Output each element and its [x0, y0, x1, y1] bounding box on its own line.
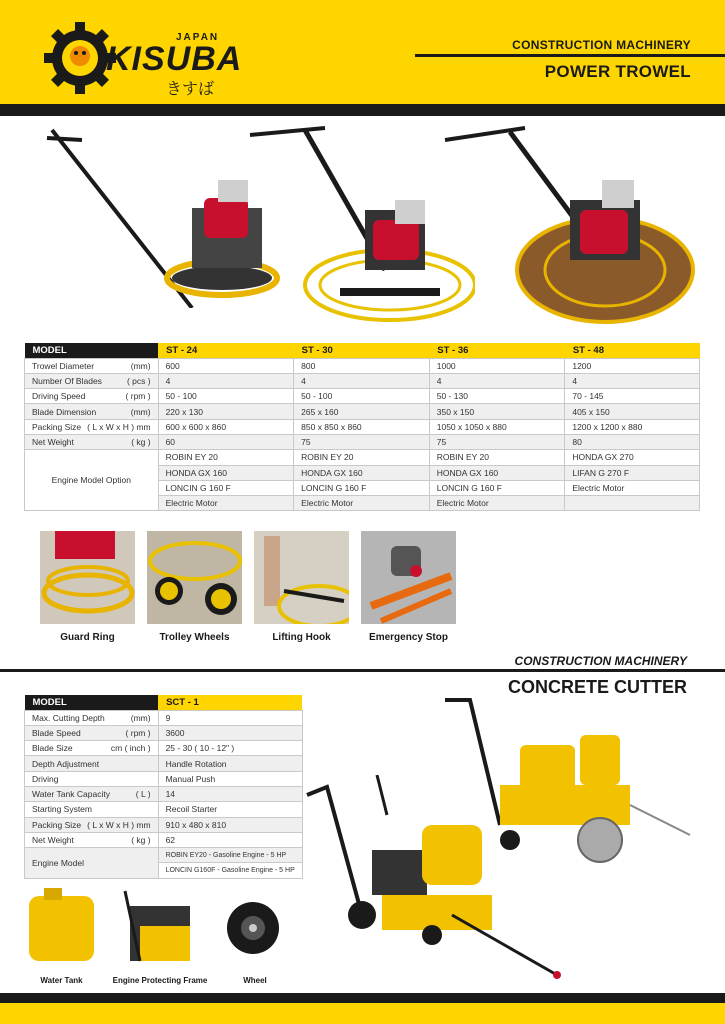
- table-row: [25, 817, 303, 832]
- spec-value-cell: 600 x 600 x 860: [158, 419, 294, 434]
- spec-unit: ( L x W x H ) mm: [87, 819, 151, 830]
- water-tank-photo: [24, 886, 99, 966]
- power-trowel-image-st36-48: [440, 120, 702, 325]
- spec-unit: (mm): [130, 712, 151, 723]
- engine-model-label: Engine Model: [25, 848, 159, 879]
- table-row: [25, 832, 303, 847]
- spec-unit: (mm): [130, 360, 151, 371]
- engine-option-cell: LIFAN G 270 F: [565, 465, 700, 480]
- spec-label-cell: [25, 710, 159, 725]
- spec-value-cell: 220 x 130: [158, 404, 294, 419]
- spec-label-cell: [25, 756, 159, 771]
- spec-label: [32, 422, 151, 432]
- spec-value-cell: 850 x 850 x 860: [294, 419, 430, 434]
- model-header: MODEL: [25, 695, 159, 710]
- brand-name: KISUBA: [106, 40, 243, 78]
- table-row: [25, 373, 700, 388]
- spec-unit: ( L ): [135, 789, 151, 800]
- spec-label-cell: [25, 741, 159, 756]
- section2-title: CONCRETE CUTTER: [508, 677, 687, 697]
- spec-label-cell: [25, 817, 159, 832]
- engine-option-cell: Electric Motor: [294, 496, 430, 511]
- model-header: MODEL: [25, 343, 159, 358]
- table-row: [25, 419, 700, 434]
- spec-value-cell: 50 - 100: [294, 389, 430, 404]
- spec-label: [32, 820, 151, 830]
- spec-label: [32, 713, 151, 723]
- section2-category: CONSTRUCTION MACHINERY: [514, 654, 687, 668]
- table-row: [25, 771, 303, 786]
- spec-label-cell: [25, 786, 159, 801]
- feature-caption: Guard Ring: [60, 632, 115, 643]
- spec-unit: ( L x W x H ) mm: [87, 421, 151, 432]
- spec-name: Net Weight: [32, 437, 74, 448]
- spec-label: [32, 361, 151, 371]
- spec-value-cell: Handle Rotation: [158, 756, 302, 771]
- spec-label-cell: [25, 404, 159, 419]
- table-row: [25, 786, 303, 801]
- spec-label: [32, 804, 151, 814]
- spec-value-cell: 25 - 30 ( 10 - 12" ): [158, 741, 302, 756]
- spec-name: Blade Speed: [32, 727, 81, 738]
- model-st36-header: ST - 36: [429, 343, 565, 358]
- engine-option-cell: Electric Motor: [429, 496, 565, 511]
- header-title: POWER TROWEL: [544, 62, 691, 81]
- spec-label-cell: [25, 419, 159, 434]
- guard-ring-photo: [40, 531, 135, 624]
- engine-option-cell: LONCIN G 160 F: [294, 480, 430, 495]
- spec-label: [32, 759, 151, 769]
- spec-unit: [145, 804, 151, 814]
- engine-option-cell: HONDA GX 160: [429, 465, 565, 480]
- header-divider: [415, 54, 725, 57]
- engine-model-cell: ROBIN EY20 - Gasoline Engine - 5 HP: [158, 848, 302, 863]
- spec-label-cell: [25, 373, 159, 388]
- spec-name: Packing Size: [32, 819, 82, 830]
- table-row: [25, 848, 303, 863]
- spec-name: Driving: [32, 773, 59, 784]
- spec-name: Water Tank Capacity: [32, 789, 110, 800]
- spec-name: Trowel Diameter: [32, 360, 95, 371]
- spec-value-cell: 265 x 160: [294, 404, 430, 419]
- spec-value-cell: 405 x 150: [565, 404, 700, 419]
- spec-value-cell: 62: [158, 832, 302, 847]
- spec-value-cell: 1050 x 1050 x 880: [429, 419, 565, 434]
- spec-value-cell: 50 - 130: [429, 389, 565, 404]
- engine-option-cell: HONDA GX 160: [158, 465, 294, 480]
- spec-unit: ( kg ): [131, 835, 151, 846]
- spec-value-cell: 910 x 480 x 810: [158, 817, 302, 832]
- engine-option-cell: LONCIN G 160 F: [429, 480, 565, 495]
- engine-option-label: Engine Model Option: [25, 450, 159, 511]
- spec-label-cell: [25, 802, 159, 817]
- spec-unit: ( pcs ): [126, 375, 151, 386]
- feature-caption: Emergency Stop: [369, 632, 448, 643]
- engine-option-cell: HONDA GX 270: [565, 450, 700, 465]
- table-row: [25, 802, 303, 817]
- spec-label: [32, 407, 151, 417]
- emergency-stop-photo: [361, 531, 456, 624]
- spec-value-cell: 4: [429, 373, 565, 388]
- engine-option-cell: LONCIN G 160 F: [158, 480, 294, 495]
- spec-value-cell: 75: [294, 434, 430, 449]
- spec-value-cell: Recoil Starter: [158, 802, 302, 817]
- spec-unit: ( kg ): [131, 437, 151, 448]
- spec-name: Blade Dimension: [32, 406, 97, 417]
- spec-label: [32, 774, 151, 784]
- table-row: [25, 725, 303, 740]
- spec-value-cell: 1200: [565, 358, 700, 373]
- feature-caption: Trolley Wheels: [159, 632, 230, 643]
- spec-unit: [145, 759, 151, 769]
- spec-value-cell: 4: [294, 373, 430, 388]
- engine-option-cell: HONDA GX 160: [294, 465, 430, 480]
- engine-option-cell: [565, 496, 700, 511]
- spec-unit: [145, 774, 151, 784]
- table-row: [25, 389, 700, 404]
- spec-label-cell: [25, 832, 159, 847]
- spec-value-cell: 75: [429, 434, 565, 449]
- spec-value-cell: 350 x 150: [429, 404, 565, 419]
- concrete-cutter-image-front: [302, 775, 567, 980]
- spec-label-cell: [25, 389, 159, 404]
- spec-label: [32, 789, 151, 799]
- spec-name: Depth Adjustment: [32, 758, 100, 769]
- spec-label: [32, 743, 151, 753]
- spec-name: Blade Size: [32, 743, 73, 754]
- spec-name: Driving Speed: [32, 391, 86, 402]
- spec-label: [32, 728, 151, 738]
- engine-option-cell: ROBIN EY 20: [429, 450, 565, 465]
- spec-value-cell: 1200 x 1200 x 880: [565, 419, 700, 434]
- header-bar: [0, 104, 725, 116]
- feature-caption: Engine Protecting Frame: [112, 976, 208, 985]
- feature-caption: Water Tank: [40, 976, 83, 985]
- table-row: [25, 358, 700, 373]
- page-header: [0, 0, 725, 104]
- spec-label: [32, 437, 151, 447]
- engine-option-cell: ROBIN EY 20: [158, 450, 294, 465]
- model-st24-header: ST - 24: [158, 343, 294, 358]
- spec-unit: ( rpm ): [125, 391, 151, 402]
- table-row: [25, 434, 700, 449]
- engine-model-cell: LONCIN G160F - Gasoline Engine - 5 HP: [158, 863, 302, 878]
- engine-option-cell: ROBIN EY 20: [294, 450, 430, 465]
- spec-unit: ( rpm ): [125, 727, 151, 738]
- table-header-row: [25, 343, 700, 358]
- engine-protecting-frame-photo: [120, 886, 200, 966]
- table-row: [25, 450, 700, 465]
- feature-caption: Wheel: [243, 976, 267, 985]
- spec-name: Starting System: [32, 804, 92, 815]
- kisuba-logo: [44, 22, 254, 98]
- spec-value-cell: 9: [158, 710, 302, 725]
- spec-value-cell: 4: [158, 373, 294, 388]
- spec-name: Packing Size: [32, 421, 82, 432]
- concrete-cutter-spec-table: [24, 695, 303, 879]
- spec-name: Max. Cutting Depth: [32, 712, 105, 723]
- wheel-photo: [225, 886, 285, 966]
- spec-value-cell: 60: [158, 434, 294, 449]
- table-row: [25, 710, 303, 725]
- spec-unit: (mm): [130, 406, 151, 417]
- spec-label: [32, 376, 151, 386]
- spec-label: [32, 391, 151, 401]
- spec-value-cell: 800: [294, 358, 430, 373]
- spec-label: [32, 835, 151, 845]
- model-st48-header: ST - 48: [565, 343, 700, 358]
- model-st30-header: ST - 30: [294, 343, 430, 358]
- spec-label-cell: [25, 771, 159, 786]
- spec-value-cell: 600: [158, 358, 294, 373]
- model-sct1-header: SCT - 1: [158, 695, 302, 710]
- table-row: [25, 741, 303, 756]
- engine-option-cell: Electric Motor: [158, 496, 294, 511]
- table-row: [25, 756, 303, 771]
- engine-option-cell: Electric Motor: [565, 480, 700, 495]
- table-header-row: [25, 695, 303, 710]
- spec-value-cell: 4: [565, 373, 700, 388]
- brand-kana: きすば: [166, 81, 215, 98]
- spec-value-cell: 50 - 100: [158, 389, 294, 404]
- header-category: CONSTRUCTION MACHINERY: [512, 38, 691, 52]
- spec-label-cell: [25, 434, 159, 449]
- lifting-hook-photo: [254, 531, 349, 624]
- spec-value-cell: 80: [565, 434, 700, 449]
- spec-value-cell: 70 - 145: [565, 389, 700, 404]
- spec-value-cell: 14: [158, 786, 302, 801]
- spec-label-cell: [25, 725, 159, 740]
- brand-japan: JAPAN: [176, 32, 220, 43]
- spec-unit: cm ( inch ): [110, 743, 151, 754]
- spec-name: Number Of Blades: [32, 375, 102, 386]
- table-row: [25, 404, 700, 419]
- spec-value-cell: 1000: [429, 358, 565, 373]
- spec-value-cell: Manual Push: [158, 771, 302, 786]
- footer-bar: [0, 993, 725, 1003]
- feature-caption: Lifting Hook: [272, 632, 331, 643]
- trolley-wheels-photo: [147, 531, 242, 624]
- spec-name: Net Weight: [32, 835, 74, 846]
- page-footer: [0, 1003, 725, 1024]
- spec-label-cell: [25, 358, 159, 373]
- section2-divider: [0, 669, 725, 672]
- power-trowel-spec-table: [24, 343, 700, 511]
- spec-value-cell: 3600: [158, 725, 302, 740]
